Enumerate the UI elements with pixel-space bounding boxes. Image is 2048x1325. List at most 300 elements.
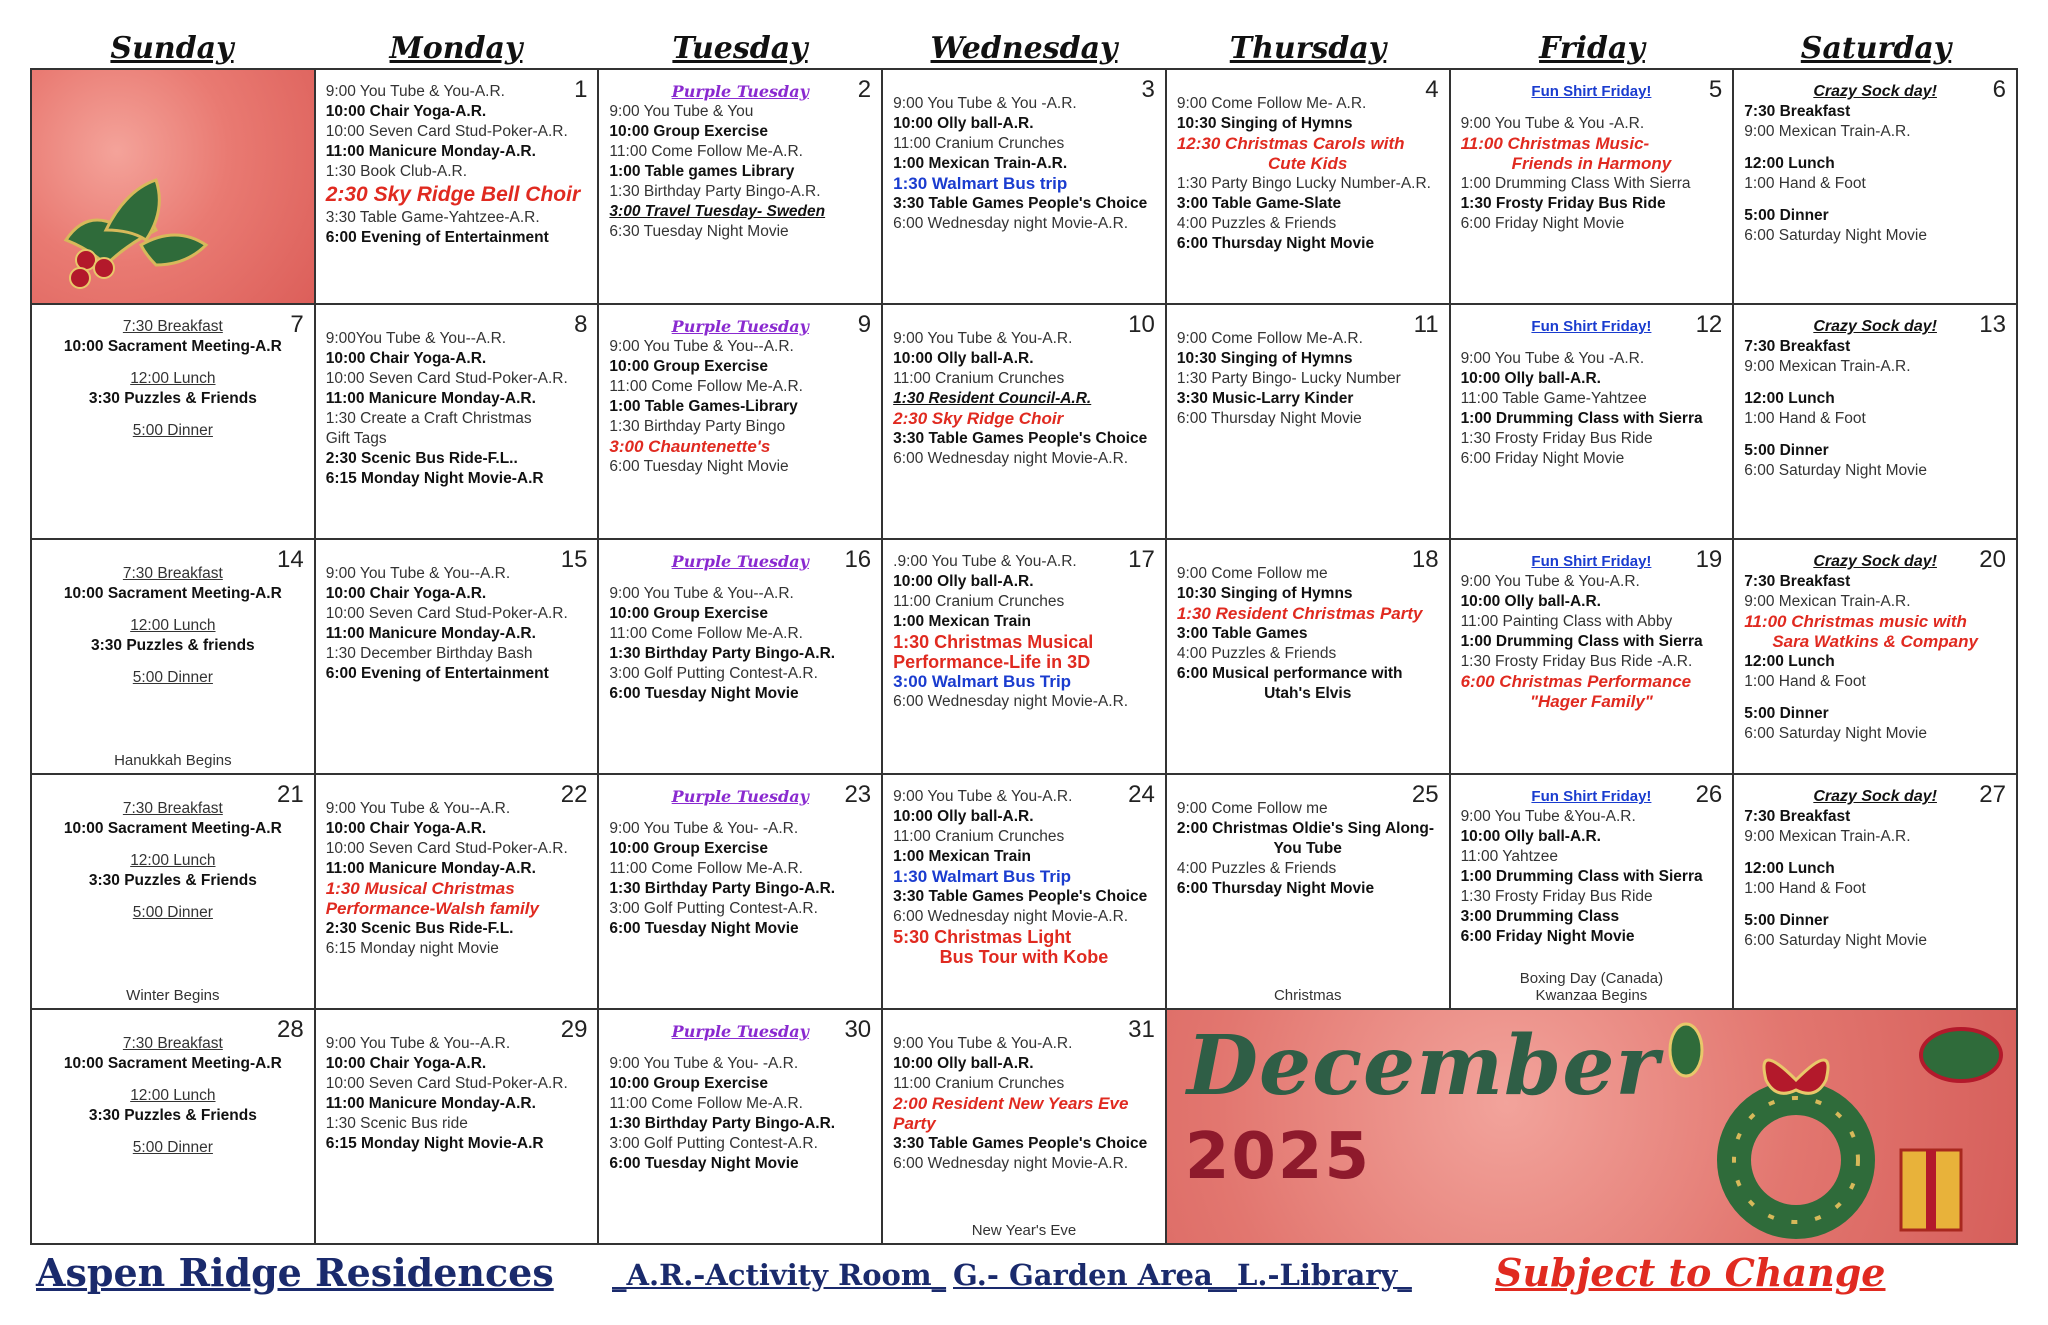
event-list (1744, 317, 2006, 481)
event-line: 3:30 Puzzles & Friends (88, 1107, 257, 1124)
event-line: 1:30 Christmas Musical (893, 632, 1094, 652)
day-cell (1734, 305, 2018, 540)
event-line: 11:00 Painting Class with Abby (1460, 613, 1673, 630)
event-line: 3:30 Table Games People's Choice (893, 195, 1148, 212)
day-cell (1167, 775, 1451, 1010)
event-list (326, 787, 588, 959)
event-line: 6:15 Monday Night Movie-A.R (325, 470, 544, 487)
event-line: 10:30 Singing of Hymns (1176, 585, 1353, 602)
event-line: 1:00 Hand & Foot (1744, 673, 1866, 690)
facility-name: Aspen Ridge Residences (36, 1250, 554, 1295)
day-number: 19 (1695, 546, 1723, 573)
event-line: 9:00 You Tube & You- -A.R. (609, 820, 799, 837)
spacer (609, 807, 871, 819)
event-line: 9:00 Mexican Train-A.R. (1744, 593, 1911, 610)
event-list (893, 787, 1155, 967)
day-number: 14 (277, 546, 304, 573)
event-line: 3:00 Table Game-Slate (1176, 195, 1342, 212)
day-number: 17 (1128, 546, 1155, 573)
event-list (893, 317, 1155, 469)
event-line: 5:00 Dinner (132, 904, 213, 921)
spacer (1744, 847, 2006, 859)
event-line: 5:00 Dinner (132, 422, 213, 439)
event-list (42, 552, 304, 688)
event-line: 5:00 Dinner (1744, 442, 1829, 459)
event-line: 1:30 Frosty Friday Bus Ride (1460, 888, 1653, 905)
event-line: 9:00 Mexican Train-A.R. (1744, 358, 1911, 375)
legend-garden-area: G.- Garden Area (953, 1258, 1213, 1292)
event-line: 3:00 Travel Tuesday- Sweden (609, 203, 826, 220)
event-line: 1:00 Drumming Class with Sierra (1460, 410, 1703, 427)
event-line: Purple Tuesday (671, 82, 809, 101)
day-number: 1 (574, 76, 588, 103)
holiday-note-line: Hanukkah Begins (114, 752, 232, 769)
event-line: 1:30 Create a Craft Christmas (325, 410, 532, 427)
event-list (1744, 82, 2006, 246)
weekday-header-tuesday: Tuesday (672, 31, 808, 66)
event-list (609, 1022, 871, 1174)
legend-activity-room: _A.R.-Activity Room_ (612, 1258, 947, 1292)
event-line: Sara Watkins & Company (1772, 632, 1978, 651)
event-line: 9:00 Come Follow me (1176, 565, 1328, 582)
legend-library: __L.-Library_ (1208, 1258, 1412, 1292)
spacer (1177, 552, 1439, 564)
spacer (1177, 82, 1439, 94)
event-line: Purple Tuesday (671, 787, 809, 806)
event-line: 9:00 You Tube & You- -A.R. (609, 1055, 799, 1072)
event-line: 6:00 Evening of Entertainment (325, 665, 549, 682)
event-line: 9:00 You Tube & You--A.R. (325, 800, 511, 817)
event-line: 1:30 Frosty Friday Bus Ride (1460, 195, 1666, 212)
event-line: 6:00 Wednesday night Movie-A.R. (893, 215, 1129, 232)
event-line: 6:00 Saturday Night Movie (1744, 462, 1927, 479)
event-list (1177, 552, 1439, 704)
event-line: 9:00 You Tube & You-A.R. (893, 788, 1073, 805)
day-number: 4 (1425, 76, 1439, 103)
event-line: 3:00 Table Games (1176, 625, 1308, 642)
event-line: 3:30 Table Game-Yahtzee-A.R. (325, 209, 540, 226)
event-line: You Tube (1273, 840, 1342, 857)
event-line: 5:00 Dinner (1744, 912, 1829, 929)
day-number: 15 (560, 546, 588, 573)
day-number: 11 (1413, 311, 1439, 338)
event-line: "Hager Family" (1529, 692, 1653, 711)
event-line: 4:00 Puzzles & Friends (1176, 645, 1337, 662)
event-line: 1:30 Birthday Party Bingo (609, 418, 786, 435)
spacer (42, 357, 304, 369)
event-line: 1:30 Party Bingo- Lucky Number (1176, 370, 1401, 387)
event-line: 11:00 Table Game-Yahtzee (1460, 390, 1647, 407)
event-line: 11:00 Cranium Crunches (893, 828, 1065, 845)
day-number: 23 (844, 781, 872, 808)
event-line: 1:00 Table games Library (609, 163, 795, 180)
event-line: 11:00 Manicure Monday-A.R. (325, 860, 536, 877)
event-line: 10:00 Olly ball-A.R. (893, 1055, 1034, 1072)
event-list (609, 552, 871, 704)
weekday-header-sunday: Sunday (110, 31, 234, 66)
event-line: 11:00 Come Follow Me-A.R. (609, 625, 803, 642)
event-list (326, 82, 588, 248)
event-line: 11:00 Cranium Crunches (893, 135, 1065, 152)
event-line: 10:00 Chair Yoga-A.R. (325, 1055, 487, 1072)
event-line: 3:00 Drumming Class (1460, 908, 1620, 925)
weekday-header-saturday: Saturday (1800, 31, 1952, 66)
december-banner (1167, 1010, 2018, 1245)
spacer (42, 656, 304, 668)
event-line: 11:00 Come Follow Me-A.R. (609, 143, 803, 160)
event-line: 10:00 Sacrament Meeting-A.R (63, 338, 282, 355)
day-number: 24 (1128, 781, 1155, 808)
day-cell (599, 540, 883, 775)
event-line: 10:00 Chair Yoga-A.R. (325, 103, 487, 120)
event-line: .9:00 You Tube & You-A.R. (893, 553, 1077, 570)
event-line: 11:00 Cranium Crunches (893, 593, 1065, 610)
day-cell (316, 70, 600, 305)
spacer (42, 891, 304, 903)
day-number: 27 (1979, 781, 2006, 808)
event-list (893, 1022, 1155, 1174)
event-line: 10:00 Seven Card Stud-Poker-A.R. (325, 840, 568, 857)
event-line: 7:30 Breakfast (1744, 808, 1851, 825)
event-line: 11:00 Manicure Monday-A.R. (325, 143, 536, 160)
event-line: 10:00 Group Exercise (609, 605, 768, 622)
day-number: 25 (1411, 781, 1439, 808)
event-line: 3:30 Table Games People's Choice (893, 430, 1148, 447)
event-line: 11:00 Manicure Monday-A.R. (325, 390, 536, 407)
holiday-note-line: Boxing Day (Canada) (1519, 970, 1664, 987)
event-line: 10:00 Olly ball-A.R. (1460, 593, 1601, 610)
holly-decoration-cell (32, 70, 316, 305)
spacer (1744, 899, 2006, 911)
holiday-note (883, 1222, 1165, 1239)
event-line: 3:30 Puzzles & Friends (88, 872, 257, 889)
event-line: 10:00 Olly ball-A.R. (893, 573, 1034, 590)
event-line: 1:30 Frosty Friday Bus Ride -A.R. (1460, 653, 1693, 670)
event-list (1177, 317, 1439, 429)
spacer (326, 317, 588, 329)
day-number: 28 (277, 1016, 304, 1043)
event-list (326, 317, 588, 489)
event-line: Bus Tour with Kobe (939, 947, 1109, 967)
event-line: 6:00 Tuesday Night Movie (609, 685, 799, 702)
event-line: 9:00You Tube & You--A.R. (325, 330, 507, 347)
event-line: Friends in Harmony (1511, 154, 1672, 173)
event-line: 6:00 Wednesday night Movie-A.R. (893, 693, 1129, 710)
event-line: 7:30 Breakfast (122, 1035, 223, 1052)
event-list (1461, 82, 1723, 234)
event-line: 10:00 Seven Card Stud-Poker-A.R. (325, 1075, 568, 1092)
day-cell (1451, 775, 1735, 1010)
event-list (1461, 552, 1723, 712)
event-line: 9:00 Mexican Train-A.R. (1744, 123, 1911, 140)
day-cell (316, 305, 600, 540)
event-line: 7:30 Breakfast (122, 800, 223, 817)
event-line: 1:30 Resident Council-A.R. (893, 390, 1092, 407)
event-line: Gift Tags (325, 430, 387, 447)
event-line: 9:00 Mexican Train-A.R. (1744, 828, 1911, 845)
event-list (609, 82, 871, 242)
spacer (1461, 102, 1723, 114)
event-line: 3:00 Golf Putting Contest-A.R. (609, 900, 818, 917)
event-line: Cute Kids (1268, 154, 1348, 173)
event-line: 10:00 Seven Card Stud-Poker-A.R. (325, 370, 568, 387)
day-number: 7 (290, 311, 304, 338)
subject-to-change-notice: Subject to Change (1495, 1250, 1886, 1295)
day-cell (883, 775, 1167, 1010)
event-line: 6:15 Monday night Movie (325, 940, 499, 957)
spacer (893, 317, 1155, 329)
year-title: 2025 (1184, 1120, 1371, 1194)
event-line: 6:00 Thursday Night Movie (1176, 410, 1362, 427)
event-line: 9:00 You Tube & You-A.R. (893, 1035, 1073, 1052)
day-cell (599, 775, 883, 1010)
weekday-header-wednesday: Wednesday (930, 31, 1118, 66)
day-cell (32, 305, 316, 540)
day-number: 20 (1979, 546, 2006, 573)
event-line: 6:15 Monday Night Movie-A.R (325, 1135, 544, 1152)
day-cell (599, 305, 883, 540)
spacer (1744, 142, 2006, 154)
event-line: Performance-Life in 3D (893, 652, 1091, 672)
day-cell (1167, 305, 1451, 540)
event-line: 9:00 You Tube & You (609, 103, 754, 120)
event-line: 9:00 You Tube & You--A.R. (609, 338, 794, 355)
event-line: 10:00 Group Exercise (609, 840, 768, 857)
event-line: Party (893, 1114, 936, 1133)
event-line: 9:00 Come Follow Me-A.R. (1176, 330, 1363, 347)
spacer (42, 409, 304, 421)
spacer (326, 552, 588, 564)
event-line: 6:00 Friday Night Movie (1460, 928, 1635, 945)
event-line: 11:00 Manicure Monday-A.R. (325, 1095, 536, 1112)
event-line: 3:30 Puzzles & friends (91, 637, 255, 654)
event-line: 12:30 Christmas Carols with (1176, 134, 1405, 153)
spacer (893, 1022, 1155, 1034)
day-cell (883, 305, 1167, 540)
event-list (609, 787, 871, 939)
holiday-note (1167, 987, 1449, 1004)
event-list (42, 317, 304, 441)
event-line: 6:00 Tuesday Night Movie (609, 920, 799, 937)
day-number: 2 (857, 76, 872, 103)
day-number: 22 (560, 781, 588, 808)
event-line: 3:30 Puzzles & Friends (88, 390, 257, 407)
calendar-grid (30, 68, 2018, 1245)
spacer (42, 552, 304, 564)
holly-icon (46, 170, 246, 290)
day-cell (1734, 775, 2018, 1010)
day-cell (1451, 70, 1735, 305)
event-line: 5:00 Dinner (132, 669, 213, 686)
event-line: 9:00 Come Follow me (1176, 800, 1328, 817)
event-line: 6:00 Friday Night Movie (1460, 215, 1625, 232)
event-line: 7:30 Breakfast (122, 565, 223, 582)
event-line: 1:00 Mexican Train (893, 848, 1031, 865)
event-line: 5:00 Dinner (1744, 705, 1829, 722)
event-line: 12:00 Lunch (1744, 860, 1835, 877)
event-line: 11:00 Christmas Music- (1460, 134, 1650, 153)
day-number: 31 (1128, 1016, 1155, 1043)
day-number: 26 (1695, 781, 1723, 808)
day-cell (316, 540, 600, 775)
event-line: 6:00 Christmas Performance (1460, 672, 1692, 691)
day-cell (599, 1010, 883, 1245)
day-number: 21 (277, 781, 304, 808)
event-line: 3:00 Walmart Bus Trip (893, 672, 1072, 691)
event-line: 2:30 Sky Ridge Choir (893, 409, 1064, 428)
event-line: Purple Tuesday (671, 317, 809, 336)
event-line: 12:00 Lunch (130, 370, 216, 387)
event-line: 11:00 Christmas music with (1744, 612, 1967, 631)
event-line: 10:00 Chair Yoga-A.R. (325, 350, 487, 367)
day-number: 5 (1708, 76, 1723, 103)
event-line: 11:00 Manicure Monday-A.R. (325, 625, 536, 642)
event-line: Crazy Sock day! (1813, 788, 1937, 805)
spacer (326, 1022, 588, 1034)
event-line: Crazy Sock day! (1813, 318, 1937, 335)
event-line: 7:30 Breakfast (1744, 573, 1851, 590)
event-line: Crazy Sock day! (1813, 553, 1937, 570)
event-list (1177, 82, 1439, 254)
event-line: 11:00 Cranium Crunches (893, 370, 1065, 387)
event-line: 3:00 Golf Putting Contest-A.R. (609, 665, 818, 682)
event-line: 1:30 Walmart Bus Trip (893, 867, 1072, 886)
day-number: 3 (1141, 76, 1155, 103)
event-line: 10:30 Singing of Hymns (1176, 115, 1353, 132)
event-line: 6:30 Tuesday Night Movie (609, 223, 789, 240)
event-line: 1:30 Birthday Party Bingo-A.R. (609, 880, 836, 897)
event-line: Purple Tuesday (671, 552, 809, 571)
event-line: 5:00 Dinner (132, 1139, 213, 1156)
event-line: 6:00 Wednesday night Movie-A.R. (893, 1155, 1129, 1172)
spacer (893, 82, 1155, 94)
event-line: 10:00 Group Exercise (609, 1075, 768, 1092)
event-list (326, 1022, 588, 1154)
day-number: 10 (1128, 311, 1155, 338)
event-line: 10:00 Olly ball-A.R. (1460, 370, 1601, 387)
weekday-header-row (30, 30, 2018, 68)
event-line: 1:30 Party Bingo Lucky Number-A.R. (1176, 175, 1431, 192)
day-cell (1734, 70, 2018, 305)
event-line: 6:00 Saturday Night Movie (1744, 932, 1927, 949)
event-line: 2:30 Sky Ridge Bell Choir (325, 183, 581, 206)
event-line: 3:30 Table Games People's Choice (893, 888, 1148, 905)
day-number: 12 (1695, 311, 1723, 338)
event-line: 10:00 Sacrament Meeting-A.R (63, 585, 282, 602)
event-line: 1:30 Resident Christmas Party (1176, 604, 1423, 623)
event-line: 7:30 Breakfast (122, 318, 223, 335)
spacer (42, 1022, 304, 1034)
day-cell (1167, 70, 1451, 305)
event-line: 10:00 Olly ball-A.R. (893, 115, 1034, 132)
event-line: 1:00 Drumming Class with Sierra (1460, 633, 1703, 650)
event-line: 11:00 Come Follow Me-A.R. (609, 1095, 803, 1112)
event-line: 5:30 Christmas Light (893, 927, 1072, 947)
event-line: 1:30 Walmart Bus trip (893, 174, 1068, 193)
event-line: 1:00 Drumming Class With Sierra (1460, 175, 1691, 192)
event-line: 12:00 Lunch (1744, 390, 1835, 407)
event-line: 7:30 Breakfast (1744, 103, 1851, 120)
spacer (42, 1074, 304, 1086)
event-list (1744, 552, 2006, 744)
event-line: 12:00 Lunch (1744, 155, 1835, 172)
event-line: 10:30 Singing of Hymns (1176, 350, 1353, 367)
event-line: 3:30 Table Games People's Choice (893, 1135, 1148, 1152)
event-line: 9:00 You Tube & You--A.R. (609, 585, 794, 602)
event-line: Fun Shirt Friday! (1531, 83, 1652, 100)
day-cell (32, 1010, 316, 1245)
event-list (1461, 317, 1723, 469)
event-line: 6:00 Wednesday night Movie-A.R. (893, 450, 1129, 467)
event-line: 9:00 You Tube & You--A.R. (325, 1035, 511, 1052)
event-line: 9:00 You Tube & You-A.R. (893, 330, 1073, 347)
holiday-note-line: New Year's Eve (971, 1222, 1077, 1239)
weekday-header-thursday: Thursday (1229, 31, 1387, 66)
day-number: 18 (1411, 546, 1439, 573)
holiday-note (32, 752, 314, 769)
spacer (1744, 692, 2006, 704)
event-line: 10:00 Group Exercise (609, 123, 768, 140)
spacer (1744, 377, 2006, 389)
event-line: 9:00 You Tube &You-A.R. (1460, 808, 1636, 825)
event-line: 1:00 Table Games-Library (609, 398, 798, 415)
event-line: 6:00 Wednesday night Movie-A.R. (893, 908, 1129, 925)
spacer (1177, 317, 1439, 329)
event-line: Fun Shirt Friday! (1531, 318, 1652, 335)
day-number: 30 (844, 1016, 872, 1043)
event-line: 6:00 Thursday Night Movie (1176, 880, 1375, 897)
event-line: 3:00 Golf Putting Contest-A.R. (609, 1135, 818, 1152)
event-line: 2:00 Resident New Years Eve (893, 1094, 1129, 1113)
event-line: Utah's Elvis (1264, 685, 1352, 702)
weekday-header-friday: Friday (1539, 31, 1645, 66)
event-line: 4:00 Puzzles & Friends (1176, 215, 1337, 232)
day-number: 16 (844, 546, 872, 573)
spacer (326, 787, 588, 799)
spacer (609, 572, 871, 584)
event-line: 4:00 Puzzles & Friends (1176, 860, 1337, 877)
event-line: Crazy Sock day! (1813, 83, 1937, 100)
weekday-header-monday: Monday (389, 31, 523, 66)
event-line: 9:00 You Tube & You-A.R. (325, 83, 505, 100)
event-line: 9:00 You Tube & You -A.R. (893, 95, 1077, 112)
event-line: 7:30 Breakfast (1744, 338, 1851, 355)
event-line: 12:00 Lunch (130, 852, 216, 869)
day-cell (316, 1010, 600, 1245)
spacer (42, 604, 304, 616)
event-line: 1:30 Birthday Party Bingo-A.R. (609, 645, 836, 662)
day-number: 8 (574, 311, 588, 338)
event-line: 6:00 Musical performance with (1176, 665, 1403, 682)
event-line: 10:00 Chair Yoga-A.R. (325, 585, 487, 602)
event-line: 1:30 Birthday Party Bingo-A.R. (609, 183, 821, 200)
holiday-note-line: Winter Begins (126, 987, 220, 1004)
event-line: 9:00 You Tube & You--A.R. (325, 565, 511, 582)
event-line: 6:00 Thursday Night Movie (1176, 235, 1375, 252)
event-line: 1:30 Musical Christmas (325, 879, 515, 898)
event-line: 10:00 Olly ball-A.R. (893, 808, 1034, 825)
day-number: 29 (560, 1016, 588, 1043)
day-cell (32, 540, 316, 775)
spacer (42, 839, 304, 851)
day-cell (883, 1010, 1167, 1245)
event-list (1461, 787, 1723, 947)
event-line: 1:30 December Birthday Bash (325, 645, 533, 662)
spacer (1177, 787, 1439, 799)
day-cell (883, 540, 1167, 775)
event-line: 9:00 You Tube & You -A.R. (1460, 350, 1645, 367)
event-line: 11:00 Come Follow Me-A.R. (609, 378, 803, 395)
